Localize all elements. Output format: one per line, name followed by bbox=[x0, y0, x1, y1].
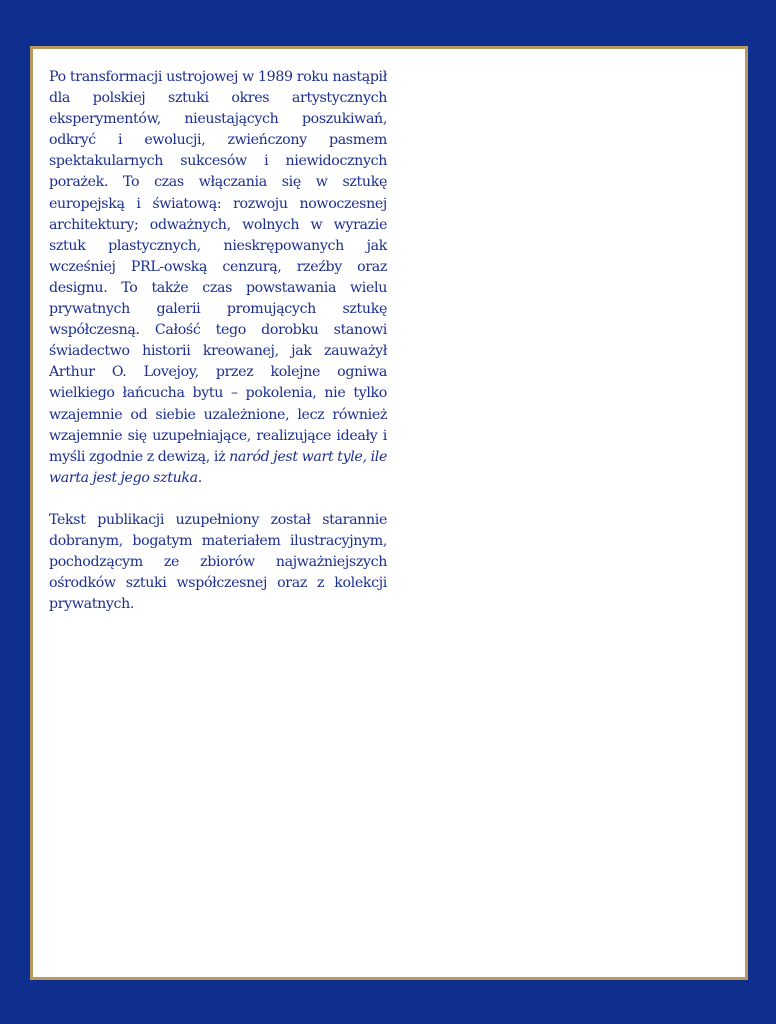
blurb-text bbox=[49, 67, 387, 615]
paragraph-1-end: . bbox=[197, 469, 202, 486]
paragraph-1 bbox=[49, 67, 387, 489]
content-panel bbox=[30, 46, 748, 980]
paragraph-1-quote: naród jest wart tyle, ile warta jest jego sztuka bbox=[49, 448, 387, 486]
paragraph-1-main: Po transformacji ustrojowej w 1989 roku nastąpił dla polskiej sztuki okres artystycznych eksperymentów, nieustających poszukiwań, odkryć i ewolucji, zwieńczony pasmem spektakularnych sukcesów i niewidocznych porażek. To czas włączania się w sztukę europejską i światową: rozwoju nowoczesnej architektury; odważnych, wolnych w wyrazie sztuk plastycznych, nieskrępowanych jak wcześniej PRL-owską cenzurą, rzeźby oraz designu. To także czas powstawania wielu prywatnych galerii promujących sztukę współczesną. Całość tego dorobku stanowi świadectwo historii kreowanej, jak zauważył Arthur O. Lovejoy, przez kolejne ogniwa wielkiego łańcucha bytu – pokolenia, nie tylko wzajemnie od siebie uzależnione, lecz również wzajemnie się uzupełniające, realizujące ideały i myśli zgodnie z dewizą, iż bbox=[49, 69, 387, 465]
paragraph-2: Tekst publikacji uzupełniony został starannie dobranym, bogatym materiałem ilustracyjnym, pochodzącym ze zbiorów najważniejszych ośrodków sztuki współczesnej oraz z kolekcji prywatnych. bbox=[49, 511, 387, 613]
